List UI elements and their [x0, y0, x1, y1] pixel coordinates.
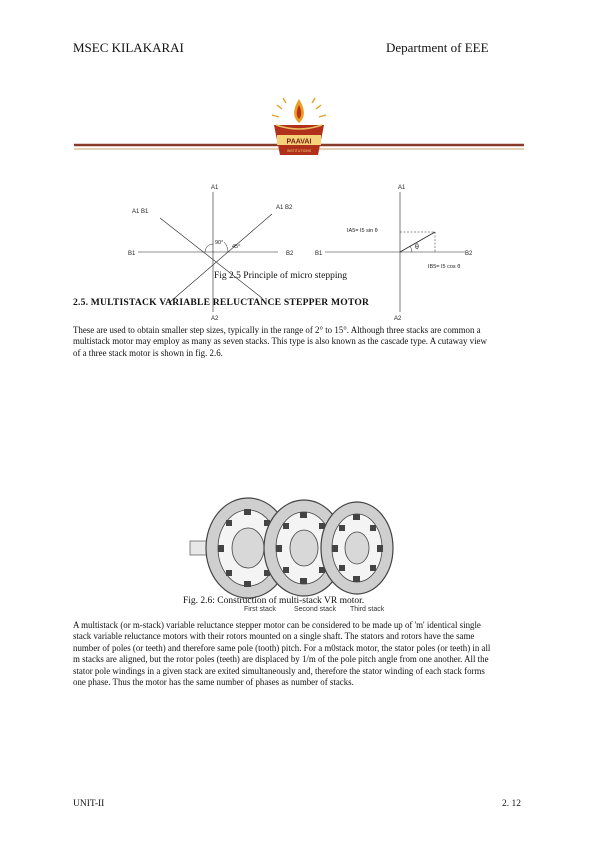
figure-2-5-caption: Fig 2.5 Principle of micro stepping	[214, 271, 347, 281]
svg-text:90°: 90°	[215, 240, 224, 246]
header-institution: MSEC KILAKARAI	[73, 40, 184, 55]
svg-text:PAAVAI: PAAVAI	[286, 138, 312, 146]
svg-text:First stack: First stack	[244, 606, 276, 613]
header-department: Department of EEE	[386, 40, 489, 55]
svg-text:45°: 45°	[232, 244, 241, 250]
svg-text:INSTITUTIONS: INSTITUTIONS	[286, 149, 312, 153]
svg-text:IB5= I5 cos θ: IB5= I5 cos θ	[428, 264, 461, 270]
svg-text:A1: A1	[211, 185, 219, 191]
paragraph-intro: These are used to obtain smaller step sizes, typically in the range of 2° to 15°. Although three stacks are common a multistack motor may employ as many as seven stacks. This type is also known as the cascade type. A cutaway view of a three stack motor is shown in fig. 2.6.	[73, 325, 487, 358]
figure-2-6-caption: Fig. 2.6: Construction of multi-stack VR motor.	[183, 596, 365, 606]
svg-text:IA5= I5 sin θ: IA5= I5 sin θ	[347, 228, 378, 234]
svg-text:A2: A2	[211, 316, 219, 320]
svg-text:B2: B2	[286, 251, 294, 257]
svg-text:B1: B1	[315, 251, 323, 257]
svg-text:A1 B1: A1 B1	[132, 209, 149, 215]
svg-text:A1 B2: A1 B2	[276, 205, 293, 211]
svg-text:θ: θ	[415, 244, 419, 251]
footer-page-number: 2. 12	[502, 799, 521, 809]
svg-text:A1: A1	[398, 185, 406, 191]
svg-text:Third stack: Third stack	[350, 606, 385, 613]
svg-text:Second stack: Second stack	[294, 606, 337, 613]
svg-text:B1: B1	[128, 251, 136, 257]
svg-text:B2: B2	[465, 251, 473, 257]
section-heading: 2.5. MULTISTACK VARIABLE RELUCTANCE STEPPER MOTOR	[73, 297, 370, 308]
lamp-icon	[272, 98, 326, 155]
paavai-logo	[74, 95, 524, 167]
footer-unit: UNIT-II	[73, 799, 105, 809]
svg-text:A2: A2	[394, 316, 402, 320]
paragraph-multistack: A multistack (or m-stack) variable reluctance stepper motor can be considered to be made up of 'm' identical single stack variable reluctance motors with their rotors mounted on a single shaft. The stators and rotors have the same number of poles (or teeth) and therefore same pole (tooth) pitch. For a m0stack motor, the stator poles (or teeth) in all m stacks are aligned, but the rotor poles (teeth) are displaced by 1/m of the pole pitch angle from one another. All the stator pole windings in a given stack are exited simultaneously and, therefore the stator winding of each stack forms one phase. Thus the motor has the same number of phases as number of stacks.	[73, 620, 491, 688]
